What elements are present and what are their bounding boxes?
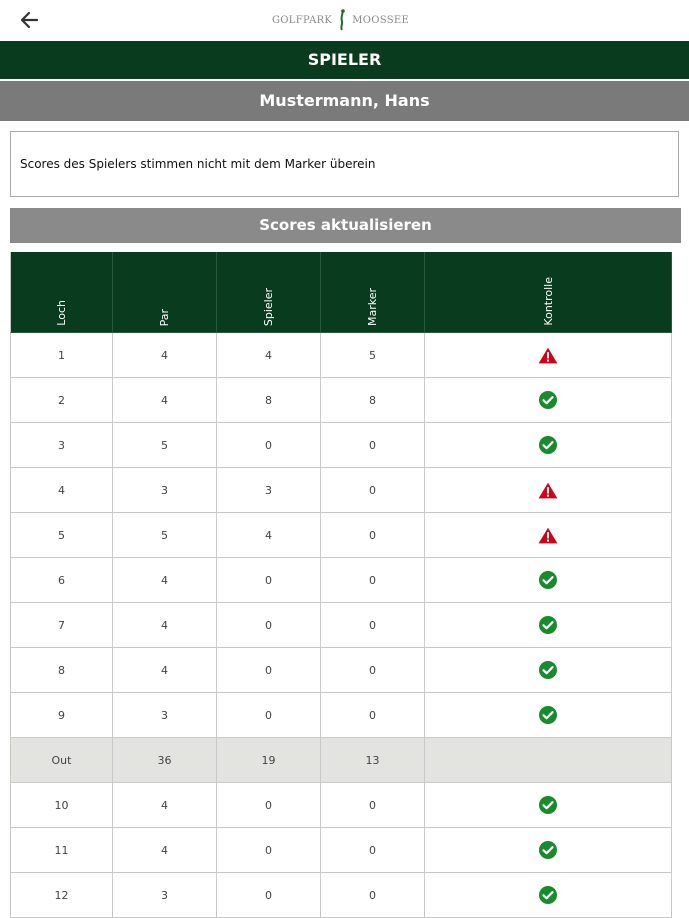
column-header-kontrolle: Kontrolle [425, 252, 672, 333]
cell-par: 4 [113, 333, 217, 378]
warning-icon [538, 482, 558, 499]
cell-loch: 5 [10, 513, 113, 558]
table-row [10, 783, 672, 828]
cell-spieler: 19 [217, 738, 321, 783]
check-icon [539, 571, 557, 589]
cell-par: 4 [113, 648, 217, 693]
cell-marker: 0 [321, 873, 425, 918]
column-header-par: Par [113, 252, 217, 333]
cell-marker: 0 [321, 783, 425, 828]
scorecard-table [10, 252, 672, 918]
cell-par: 5 [113, 513, 217, 558]
section-title: SPIELER [0, 41, 689, 79]
cell-par: 4 [113, 378, 217, 423]
cell-marker: 0 [321, 828, 425, 873]
cell-spieler: 4 [217, 333, 321, 378]
table-row [10, 828, 672, 873]
cell-loch: 6 [10, 558, 113, 603]
cell-loch: 10 [10, 783, 113, 828]
cell-marker: 0 [321, 693, 425, 738]
club-logo [272, 8, 409, 32]
cell-par: 3 [113, 468, 217, 513]
cell-kontrolle [425, 603, 672, 648]
cell-kontrolle [425, 648, 672, 693]
golfer-logo-icon [335, 8, 349, 32]
table-row [10, 513, 672, 558]
cell-kontrolle [425, 828, 672, 873]
cell-spieler: 0 [217, 873, 321, 918]
table-row [10, 603, 672, 648]
warning-icon [538, 527, 558, 544]
message-text: Scores des Spielers stimmen nicht mit dem Marker überein [20, 157, 376, 171]
cell-loch: Out [10, 738, 113, 783]
cell-marker: 0 [321, 468, 425, 513]
cell-spieler: 4 [217, 513, 321, 558]
cell-kontrolle [425, 873, 672, 918]
cell-spieler: 0 [217, 648, 321, 693]
cell-kontrolle [425, 783, 672, 828]
table-row [10, 333, 672, 378]
cell-kontrolle [425, 378, 672, 423]
cell-marker: 13 [321, 738, 425, 783]
cell-spieler: 0 [217, 693, 321, 738]
table-row [10, 468, 672, 513]
cell-spieler: 0 [217, 828, 321, 873]
cell-spieler: 0 [217, 558, 321, 603]
cell-spieler: 0 [217, 603, 321, 648]
player-name: Mustermann, Hans [0, 81, 689, 121]
check-icon [539, 391, 557, 409]
cell-loch: 3 [10, 423, 113, 468]
warning-icon [538, 347, 558, 364]
check-icon [539, 706, 557, 724]
table-row [10, 558, 672, 603]
column-header-marker: Marker [321, 252, 425, 333]
cell-loch: 12 [10, 873, 113, 918]
cell-marker: 0 [321, 423, 425, 468]
table-row [10, 423, 672, 468]
column-header-loch: Loch [10, 252, 113, 333]
arrow-left-icon[interactable] [18, 9, 40, 31]
column-header-spieler: Spieler [217, 252, 321, 333]
cell-kontrolle [425, 423, 672, 468]
check-icon [539, 886, 557, 904]
cell-par: 4 [113, 828, 217, 873]
cell-kontrolle [425, 333, 672, 378]
cell-loch: 8 [10, 648, 113, 693]
cell-kontrolle [425, 558, 672, 603]
logo-text-left: GOLFPARK [272, 14, 333, 26]
check-icon [539, 616, 557, 634]
table-header-row [10, 252, 672, 333]
check-icon [539, 661, 557, 679]
cell-loch: 2 [10, 378, 113, 423]
check-icon [539, 436, 557, 454]
cell-marker: 0 [321, 648, 425, 693]
cell-par: 3 [113, 693, 217, 738]
cell-loch: 1 [10, 333, 113, 378]
table-row [10, 378, 672, 423]
cell-kontrolle [425, 468, 672, 513]
cell-spieler: 8 [217, 378, 321, 423]
cell-par: 3 [113, 873, 217, 918]
cell-loch: 7 [10, 603, 113, 648]
cell-par: 4 [113, 558, 217, 603]
cell-par: 36 [113, 738, 217, 783]
logo-text-right: MOOSSEE [352, 14, 410, 26]
cell-kontrolle [425, 738, 672, 783]
cell-loch: 11 [10, 828, 113, 873]
cell-marker: 0 [321, 513, 425, 558]
cell-par: 5 [113, 423, 217, 468]
cell-spieler: 0 [217, 783, 321, 828]
check-icon [539, 796, 557, 814]
cell-marker: 8 [321, 378, 425, 423]
cell-par: 4 [113, 783, 217, 828]
cell-loch: 4 [10, 468, 113, 513]
table-row-out-total [10, 738, 672, 783]
app-header [0, 0, 689, 40]
cell-spieler: 0 [217, 423, 321, 468]
cell-marker: 0 [321, 603, 425, 648]
cell-marker: 0 [321, 558, 425, 603]
table-row [10, 873, 672, 918]
check-icon [539, 841, 557, 859]
cell-spieler: 3 [217, 468, 321, 513]
update-scores-button[interactable]: Scores aktualisieren [10, 208, 681, 243]
cell-loch: 9 [10, 693, 113, 738]
table-row [10, 693, 672, 738]
cell-marker: 5 [321, 333, 425, 378]
table-row [10, 648, 672, 693]
cell-kontrolle [425, 693, 672, 738]
cell-kontrolle [425, 513, 672, 558]
cell-par: 4 [113, 603, 217, 648]
score-mismatch-message [10, 131, 679, 197]
